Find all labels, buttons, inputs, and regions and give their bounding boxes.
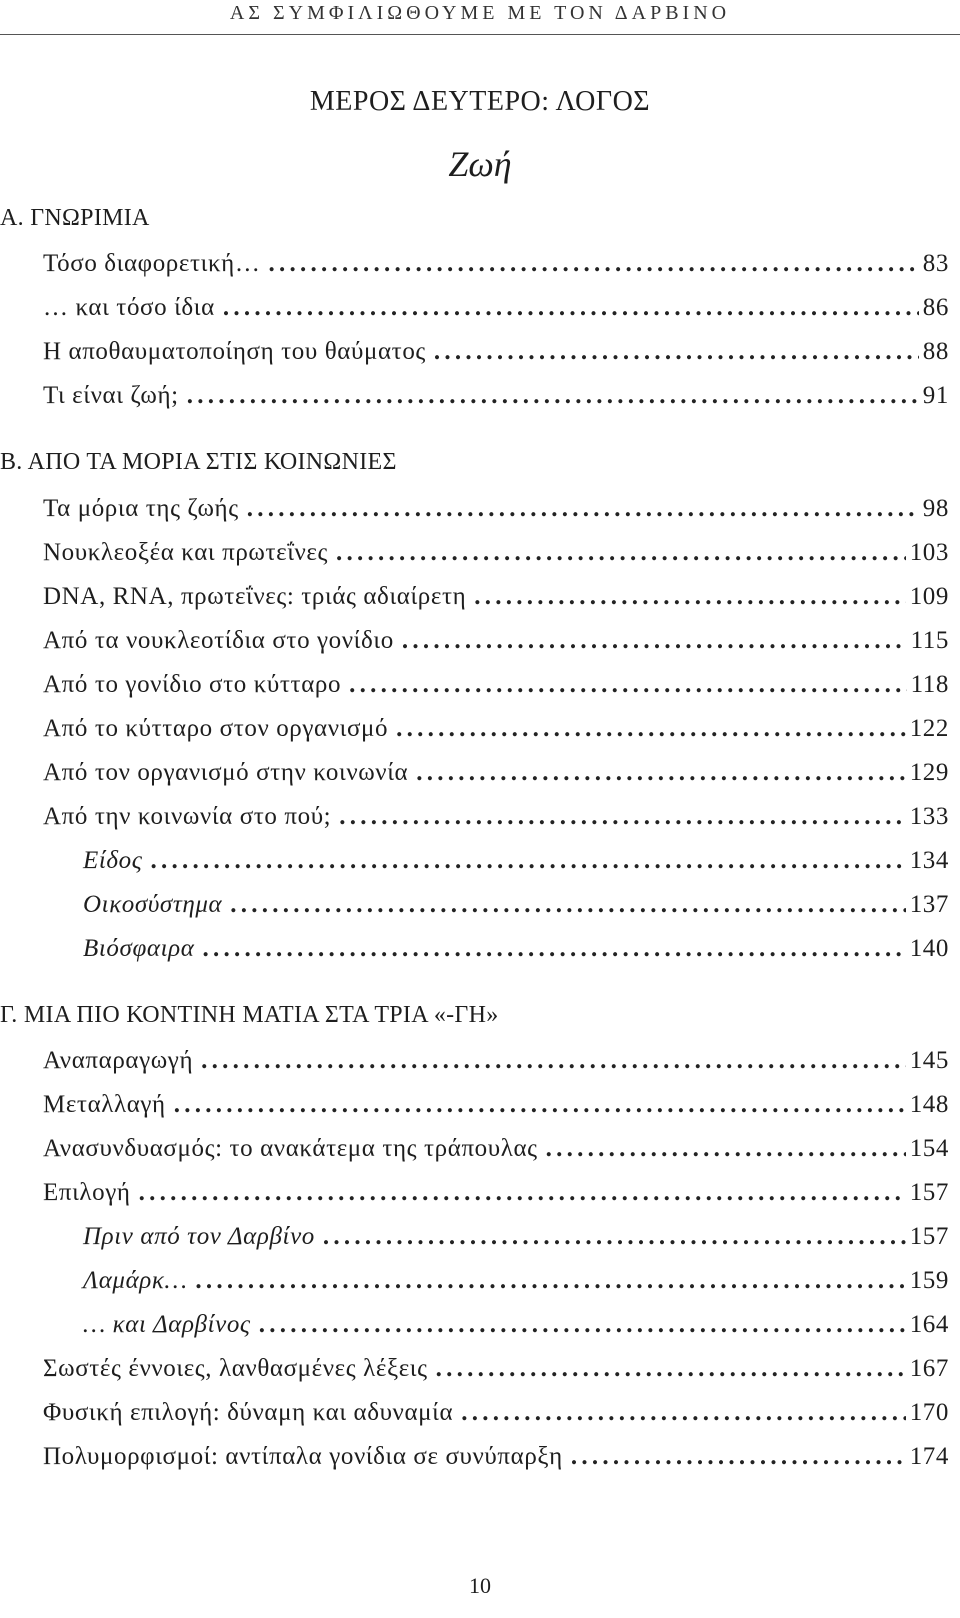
toc-entry[interactable] bbox=[43, 1399, 949, 1435]
toc-entry[interactable] bbox=[43, 583, 949, 619]
entry-page: 170 bbox=[909, 1399, 949, 1426]
entry-page: 83 bbox=[922, 250, 949, 277]
entry-page: 129 bbox=[909, 759, 949, 786]
toc-entry[interactable] bbox=[43, 627, 949, 663]
toc-entry[interactable] bbox=[43, 1091, 949, 1127]
entry-page: 134 bbox=[909, 847, 949, 874]
section-heading-c: Γ. ΜΙΑ ΠΙΟ ΚΟΝΤΙΝΗ ΜΑΤΙΑ ΣΤΑ ΤΡΙΑ «-ΓΗ» bbox=[0, 1002, 499, 1028]
entry-title: Φυσική επιλογή: δύναμη και αδυναμία bbox=[43, 1399, 454, 1426]
dot-leader bbox=[223, 294, 919, 322]
entry-page: 154 bbox=[909, 1135, 949, 1162]
entry-page: 157 bbox=[909, 1179, 949, 1206]
part-title: ΜΕΡΟΣ ΔΕΥΤΕΡΟ: ΛΟΓΟΣ bbox=[309, 86, 651, 117]
dot-leader bbox=[259, 1311, 906, 1339]
entry-page: 148 bbox=[909, 1091, 949, 1118]
entry-title: Από την κοινωνία στο πού; bbox=[43, 803, 332, 830]
entry-page: 167 bbox=[909, 1355, 949, 1382]
dot-leader bbox=[247, 495, 919, 523]
dot-leader bbox=[402, 627, 907, 655]
toc-entry[interactable] bbox=[43, 1047, 949, 1083]
entry-page: 157 bbox=[909, 1223, 949, 1250]
entry-title: Από το γονίδιο στο κύτταρο bbox=[43, 671, 342, 698]
dot-leader bbox=[139, 1179, 906, 1207]
entry-title: Σωστές έννοιες, λανθασμένες λέξεις bbox=[43, 1355, 428, 1382]
toc-entry[interactable] bbox=[43, 671, 949, 707]
toc-entry[interactable] bbox=[43, 1443, 949, 1479]
dot-leader bbox=[201, 1047, 906, 1075]
entry-page: 133 bbox=[909, 803, 949, 830]
entry-title: Ανασυνδυασμός: το ανακάτεμα της τράπουλας bbox=[43, 1135, 538, 1162]
dot-leader bbox=[339, 803, 905, 831]
toc-subentry[interactable] bbox=[83, 1223, 949, 1259]
entry-title: Λαμάρκ… bbox=[83, 1267, 188, 1294]
dot-leader bbox=[436, 1355, 906, 1383]
entry-page: 159 bbox=[909, 1267, 949, 1294]
entry-title: DNA, RNA, πρωτεΐνες: τριάς αδιαίρετη bbox=[43, 583, 467, 610]
toc-entry[interactable] bbox=[43, 759, 949, 795]
entry-title: Τα μόρια της ζωής bbox=[43, 495, 239, 522]
entry-title: Η αποθαυματοποίηση του θαύματος bbox=[43, 338, 426, 365]
entry-page: 174 bbox=[909, 1443, 949, 1470]
entry-title: Πριν από τον Δαρβίνο bbox=[83, 1223, 315, 1250]
toc-subentry[interactable] bbox=[83, 1311, 949, 1347]
entry-page: 115 bbox=[910, 627, 949, 654]
entry-title: Μεταλλαγή bbox=[43, 1091, 166, 1118]
toc-entry[interactable] bbox=[43, 338, 949, 374]
entry-page: 88 bbox=[922, 338, 949, 365]
dot-leader bbox=[434, 338, 919, 366]
entry-page: 164 bbox=[909, 1311, 949, 1338]
toc-subentry[interactable] bbox=[83, 1267, 949, 1303]
dot-leader bbox=[416, 759, 905, 787]
entry-title: Επιλογή bbox=[43, 1179, 131, 1206]
dot-leader bbox=[174, 1091, 906, 1119]
entry-title: Τι είναι ζωή; bbox=[43, 382, 179, 409]
entry-page: 103 bbox=[909, 539, 949, 566]
toc-entry[interactable] bbox=[43, 715, 949, 751]
toc-entry[interactable] bbox=[43, 1355, 949, 1391]
section-heading-a: Α. ΓΝΩΡΙΜΙΑ bbox=[0, 205, 150, 231]
entry-page: 98 bbox=[922, 495, 949, 522]
entry-page: 118 bbox=[910, 671, 949, 698]
toc-entry[interactable] bbox=[43, 1179, 949, 1215]
entry-title: Από τον οργανισμό στην κοινωνία bbox=[43, 759, 409, 786]
entry-title: Από τα νουκλεοτίδια στο γονίδιο bbox=[43, 627, 394, 654]
entry-title: … και Δαρβίνος bbox=[83, 1311, 251, 1338]
entry-title: … και τόσο ίδια bbox=[43, 294, 215, 321]
entry-page: 109 bbox=[909, 583, 949, 610]
header-rule bbox=[0, 34, 960, 35]
entry-page: 86 bbox=[922, 294, 949, 321]
toc-entry[interactable] bbox=[43, 382, 949, 418]
dot-leader bbox=[336, 539, 906, 567]
entry-page: 91 bbox=[922, 382, 949, 409]
entry-title: Τόσο διαφορετική… bbox=[43, 250, 261, 277]
dot-leader bbox=[195, 1267, 905, 1295]
dot-leader bbox=[571, 1443, 906, 1471]
toc-entry[interactable] bbox=[43, 539, 949, 575]
dot-leader bbox=[396, 715, 906, 743]
dot-leader bbox=[187, 382, 919, 410]
dot-leader bbox=[202, 935, 905, 963]
entry-page: 137 bbox=[909, 891, 949, 918]
entry-title: Είδος bbox=[83, 847, 143, 874]
dot-leader bbox=[461, 1399, 906, 1427]
entry-page: 145 bbox=[909, 1047, 949, 1074]
entry-page: 140 bbox=[909, 935, 949, 962]
dot-leader bbox=[546, 1135, 906, 1163]
dot-leader bbox=[150, 847, 905, 875]
running-header: ΑΣ ΣΥΜΦΙΛΙΩΘΟΥΜΕ ΜΕ ΤΟΝ ΔΑΡΒΙΝΟ bbox=[229, 2, 731, 24]
dot-leader bbox=[230, 891, 905, 919]
dot-leader bbox=[268, 250, 918, 278]
page-number: 10 bbox=[469, 1573, 491, 1598]
entry-title: Αναπαραγωγή bbox=[43, 1047, 194, 1074]
entry-page: 122 bbox=[909, 715, 949, 742]
part-subtitle: Ζωή bbox=[448, 144, 512, 184]
dot-leader bbox=[349, 671, 907, 699]
dot-leader bbox=[323, 1223, 906, 1251]
toc-entry[interactable] bbox=[43, 250, 949, 286]
entry-title: Βιόσφαιρα bbox=[83, 935, 195, 962]
entry-title: Οικοσύστημα bbox=[83, 891, 223, 918]
toc-subentry[interactable] bbox=[83, 935, 949, 971]
entry-title: Από το κύτταρο στον οργανισμό bbox=[43, 715, 389, 742]
toc-subentry[interactable] bbox=[83, 847, 949, 883]
toc-entry[interactable] bbox=[43, 1135, 949, 1171]
section-heading-b: Β. ΑΠΟ ΤΑ ΜΟΡΙΑ ΣΤΙΣ ΚΟΙΝΩΝΙΕΣ bbox=[0, 449, 397, 475]
toc-entry[interactable] bbox=[43, 803, 949, 839]
dot-leader bbox=[474, 583, 905, 611]
toc-subentry[interactable] bbox=[83, 891, 949, 927]
entry-title: Νουκλεοξέα και πρωτεΐνες bbox=[43, 539, 329, 566]
toc-entry[interactable] bbox=[43, 495, 949, 531]
toc-entry[interactable] bbox=[43, 294, 949, 330]
entry-title: Πολυμορφισμοί: αντίπαλα γονίδια σε συνύπαρξη bbox=[43, 1443, 563, 1470]
